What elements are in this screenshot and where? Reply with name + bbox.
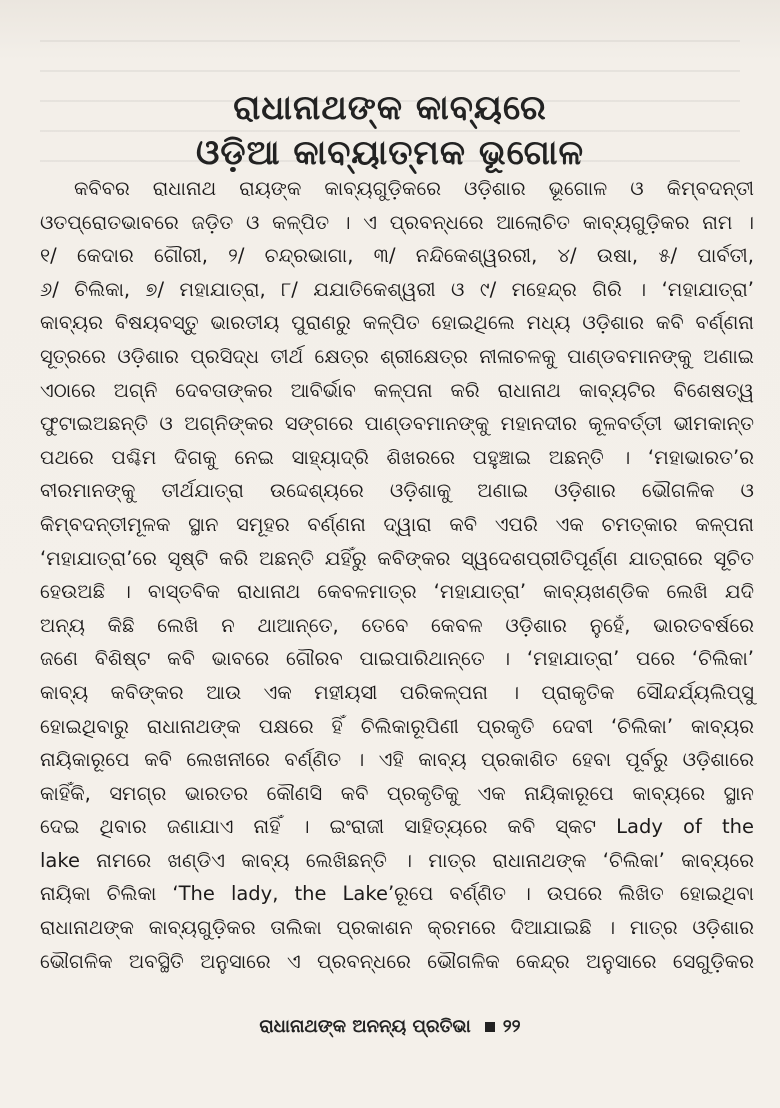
text-line: ଓତପ୍ରୋତଭାବରେ ଜଡ଼ିତ ଓ କଳ୍ପିତ । ଏ ପ୍ରବନ୍ଧରେ ଆଲୋଚିତ କାବ୍ୟଗୁଡ଼ିକର ନାମ ।	[40, 210, 754, 234]
article-title-line-1: ରାଧାନାଥଙ୍କ କାବ୍ୟରେ	[233, 88, 547, 128]
text-line: ଫୁଟାଇଅଛନ୍ତି ଓ ଅଗ୍ନିଙ୍କର ସଙ୍ଗରେ ପାଣ୍ଡବମାନଙ୍କୁ ମହାନଦୀର କୂଳବର୍ତ୍ତୀ ଭୀମକାନ୍ତ	[40, 412, 754, 436]
text-line: କାବ୍ୟର ବିଷୟବସ୍ତୁ ଭାରତୀୟ ପୁରାଣରୁ କଳ୍ପିତ ହୋଇଥିଲେ ମଧ୍ୟ ଓଡ଼ିଶାର କବି ବର୍ଣ୍ଣନା	[40, 311, 754, 335]
page-footer	[0, 1016, 780, 1037]
text-line: ଭୌଗଳିକ ଅବସ୍ଥିତି ଅନୁସାରେ ଏ ପ୍ରବନ୍ଧରେ ଭୌଗଳିକ କେନ୍ଦ୍ର ଅନୁସାରେ ସେଗୁଡ଼ିକର	[40, 949, 754, 973]
text-line: ସୂତ୍ରରେ ଓଡ଼ିଶାର ପ୍ରସିଦ୍ଧ ତୀର୍ଥ କ୍ଷେତ୍ର ଶ୍ରୀକ୍ଷେତ୍ର ନୀଳାଚଳକୁ ପାଣ୍ଡବମାନଙ୍କୁ ଅଣାଇ	[40, 344, 754, 368]
text-line: କବିବର ରାଧାନାଥ ରାୟଙ୍କ କାବ୍ୟଗୁଡ଼ିକରେ ଓଡ଼ିଶାର ଭୂଗୋଳ ଓ କିମ୍ବଦନ୍ତୀ	[74, 177, 754, 200]
article-body	[40, 172, 754, 978]
text-line: ୧/ କେଦାର ଗୌରୀ, ୨/ ଚନ୍ଦ୍ରଭାଗା, ୩/ ନନ୍ଦିକେଶ୍ୱରରୀ, ୪/ ଉଷା, ୫/ ପାର୍ବତୀ,	[40, 244, 754, 268]
page-number: ୨୨	[502, 1016, 521, 1037]
footer-book-title: ରାଧାନାଥଙ୍କ ଅନନ୍ୟ ପ୍ରତିଭା	[259, 1016, 471, 1037]
text-line: ହୋଇଥିବାରୁ ରାଧାନାଥଙ୍କ ପକ୍ଷରେ ହିଁ ଚିଲିକାରୂପିଣୀ ପ୍ରକୃତି ଦେବୀ ‘ଚିଲିକା’ କାବ୍ୟର	[40, 714, 754, 738]
text-line: ନାୟିକା ଚିଲିକା ‘The lady, the Lake’ରୂପେ ବର୍ଣ୍ଣିତ । ଉପରେ ଲିଖିତ ହୋଇଥିବା	[40, 882, 754, 906]
text-line: କାବ୍ୟ କବିଙ୍କର ଆଉ ଏକ ମହୀୟସୀ ପରିକଳ୍ପନା । ପ୍ରାକୃତିକ ସୌନ୍ଦର୍ଯ୍ୟଲିପ୍ସୁ	[40, 680, 754, 704]
text-line: କିମ୍ବଦନ୍ତୀମୂଳକ ସ୍ଥାନ ସମୂହର ବର୍ଣ୍ଣନା ଦ୍ୱାରା କବି ଏପରି ଏକ ଚମତ୍କାର କଳ୍ପନା	[40, 512, 754, 536]
text-line: ଜଣେ ବିଶିଷ୍ଟ କବି ଭାବରେ ଗୌରବ ପାଇପାରିଥାନ୍ତେ । ‘ମହାଯାତ୍ରା’ ପରେ ‘ଚିଲିକା’	[40, 647, 754, 671]
text-line: ୬/ ଚିଲିକା, ୭/ ମହାଯାତ୍ରା, ୮/ ଯଯାତିକେଶ୍ୱରୀ ଓ ୯/ ମହେନ୍ଦ୍ର ଗିରି । ‘ମହାଯାତ୍ରା’	[40, 277, 754, 301]
text-line: ବୀରମାନଙ୍କୁ ତୀର୍ଥଯାତ୍ରା ଉଦ୍ଦେଶ୍ୟରେ ଓଡ଼ିଶାକୁ ଅଣାଇ ଓଡ଼ିଶାର ଭୌଗଳିକ ଓ	[40, 479, 754, 503]
text-line: lake ନାମରେ ଖଣ୍ଡିଏ କାବ୍ୟ ଲେଖିଛନ୍ତି । ମାତ୍ର ରାଧାନାଥଙ୍କ ‘ଚିଲିକା’ କାବ୍ୟରେ	[40, 848, 754, 872]
article-title-line-2: ଓଡ଼ିଆ କାବ୍ୟାତ୍ମକ ଭୂଗୋଳ	[195, 133, 585, 173]
text-line: ଦେଇ ଥିବାର ଜଣାଯାଏ ନାହିଁ । ଇଂରାଜୀ ସାହିତ୍ୟରେ କବି ସ୍କଟ Lady of the	[40, 815, 754, 839]
text-line: ହେଉଅଛି । ବାସ୍ତବିକ ରାଧାନାଥ କେବଳମାତ୍ର ‘ମହାଯାତ୍ରା’ କାବ୍ୟଖଣ୍ଡିକ ଲେଖି ଯଦି	[40, 580, 754, 604]
text-line: ଅନ୍ୟ କିଛି ଲେଖି ନ ଥାଆନ୍ତେ, ତେବେ କେବଳ ଓଡ଼ିଶାର ନୁହେଁ, ଭାରତବର୍ଷରେ	[40, 613, 754, 637]
text-line: ପଥରେ ପଶ୍ଚିମ ଦିଗକୁ ନେଇ ସାହ୍ୟାଦ୍ରି ଶିଖରରେ ପହୁଞ୍ଚାଇ ଅଛନ୍ତି । ‘ମହାଭାରତ’ର	[40, 445, 754, 469]
text-line: ‘ମହାଯାତ୍ରା’ରେ ସୃଷ୍ଟି କରି ଅଛନ୍ତି ଯହିଁରୁ କବିଙ୍କର ସ୍ୱଦେଶପ୍ରୀତିପୂର୍ଣ୍ଣ ଯାତ୍ରାରେ ସୂଚିତ	[40, 546, 754, 570]
text-line: ଏଠାରେ ଅଗ୍ନି ଦେବତାଙ୍କର ଆବିର୍ଭାବ କଳ୍ପନା କରି ରାଧାନାଥ କାବ୍ୟଟିର ବିଶେଷତ୍ୱ	[40, 378, 754, 402]
text-line: ନାୟିକାରୂପେ କବି ଲେଖନୀରେ ବର୍ଣ୍ଣିତ । ଏହି କାବ୍ୟ ପ୍ରକାଶିତ ହେବା ପୂର୍ବରୁ ଓଡ଼ିଶାରେ	[40, 748, 754, 772]
text-line: ରାଧାନାଥଙ୍କ କାବ୍ୟଗୁଡ଼ିକର ତାଲିକା ପ୍ରକାଶନ କ୍ରମରେ ଦିଆଯାଇଛି । ମାତ୍ର ଓଡ଼ିଶାର	[40, 916, 754, 940]
text-line: କାହିଁକି, ସମଗ୍ର ଭାରତର କୌଣସି କବି ପ୍ରକୃତିକୁ ଏକ ନାୟିକାରୂପେ କାବ୍ୟରେ ସ୍ଥାନ	[40, 781, 754, 805]
square-bullet-icon	[485, 1022, 495, 1032]
